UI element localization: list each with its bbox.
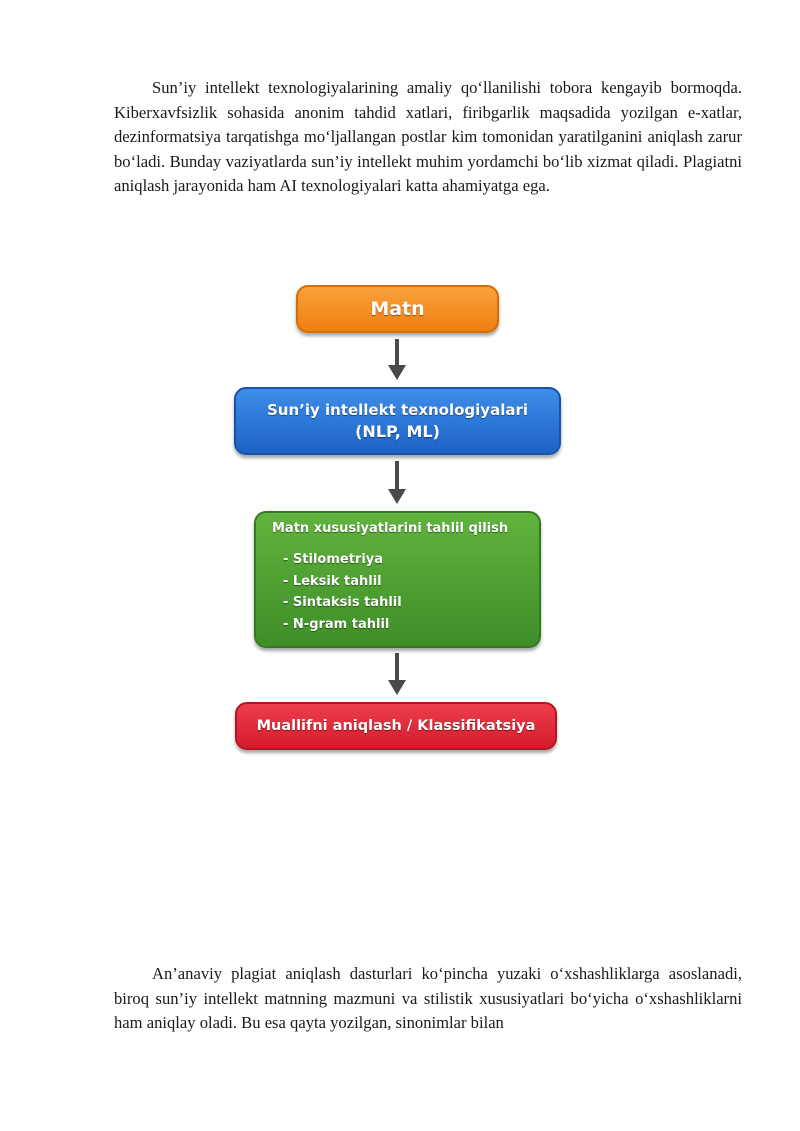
flow-step-text-analysis — [254, 511, 541, 648]
list-item: - Sintaksis tahlil — [283, 595, 402, 610]
intro-paragraph: Sun’iy intellekt texnologiyalarining amaliy qo‘llanilishi tobora kengayib bormoqda. Kiberxavfsizlik sohasida anonim tahdid xatlari, firibgarlik maqsadida yozilgan e-xatlar, dezinformatsiya tarqatishga mo‘ljallangan postlar kim tomonidan yaratilganini aniqlash zarur bo‘ladi. Bunday vaziyatlarda sun’iy intellekt muhim yordamchi bo‘lib xizmat qiladi. Plagiatni aniqlash jarayonida ham AI texnologiyalari katta ahamiyatga ega. — [114, 78, 742, 196]
flow-step-ai-title: Sun’iy intellekt texnologiyalari — [266, 401, 529, 419]
flow-step-ai-technologies — [234, 387, 561, 455]
list-item: - Stilometriya — [283, 552, 384, 567]
flow-step-ai-subtitle: (NLP, ML) — [355, 422, 440, 441]
flow-step-text: Matn — [296, 285, 499, 333]
analysis-methods-list — [272, 549, 523, 635]
arrow-down-icon — [385, 461, 409, 505]
arrow-down-icon — [385, 339, 409, 381]
arrow-down-icon — [385, 653, 409, 696]
flow-step-analysis-title: Matn xususiyatlarini tahlil qilish — [272, 521, 509, 536]
flow-step-author-identification: Muallifni aniqlash / Klassifikatsiya — [235, 702, 557, 750]
list-item: - Leksik tahlil — [283, 573, 382, 589]
body-paragraph: An’anaviy plagiat aniqlash dasturlari ko‘pincha yuzaki o‘xshashliklarga asoslanadi, biroq sun’iy intellekt matnning mazmuni va stilistik xususiyatlari bo‘yicha o‘xshashliklarni ham aniqlay oladi. Bu esa qayta yozilgan, sinonimlar bilan — [114, 964, 742, 1033]
list-item: - N-gram tahlil — [283, 616, 390, 632]
